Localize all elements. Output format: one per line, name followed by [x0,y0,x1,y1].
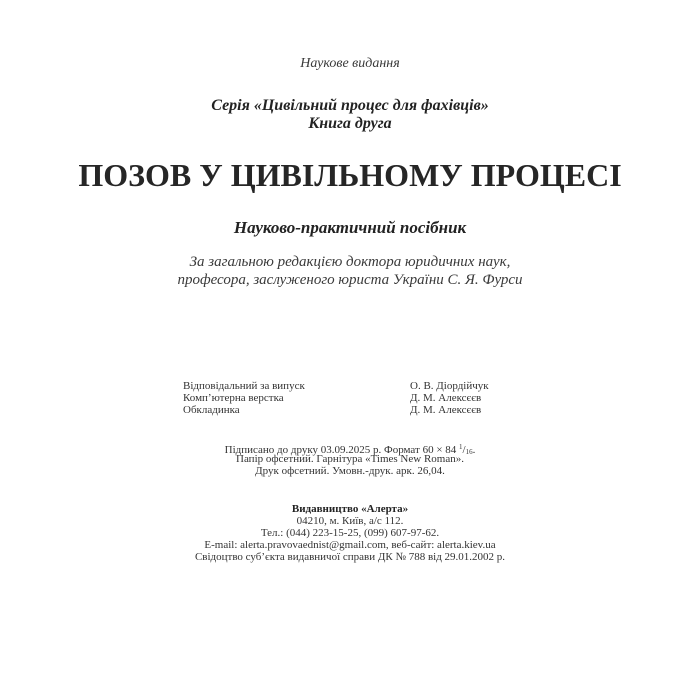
publisher-certificate: Свідоцтво суб’єкта видавничої справи ДК № 788 від 29.01.2002 р. [194,551,506,563]
book-number: Книга друга [308,115,392,132]
publisher-contacts: E-mail: alerta.pravovaednist@gmail.com, веб-сайт: alerta.kiev.ua [204,539,496,551]
print-date-format: Підписано до друку 03.09.2025 р. Формат 60 × 84 [224,444,460,456]
publisher-info [0,503,700,563]
series-title: Серія «Цивільний процес для фахівців» [211,97,489,114]
book-subtitle: Науково-практичний посібник [233,218,467,237]
credit-person: Д. М. Алексєєв [410,404,482,416]
editor-line-1: За загальною редакцією доктора юридичних наук, [189,254,511,270]
format-slash: / [462,444,466,456]
credit-role: Відповідальний за випуск [183,380,305,392]
credit-row [183,380,523,392]
format-suffix: . [472,444,476,456]
credit-person: О. В. Діордійчук [410,380,489,392]
credits-block [183,380,523,416]
publisher-address: 04210, м. Київ, а/с 112. [296,515,404,527]
editor-line-2: професора, заслуженого юриста України С. Я. Фурси [177,272,523,288]
print-info-line-2: Папір офсетний. Гарнітура «Times New Roman». [236,453,464,465]
print-info [0,441,700,477]
format-denominator: 16 [465,448,473,456]
credit-row [183,404,523,416]
publisher-name: Видавництво «Алерта» [291,503,409,515]
credit-role: Обкладинка [183,404,240,416]
credit-row [183,392,523,404]
publisher-phone: Тел.: (044) 223-15-25, (099) 607-97-62. [260,527,440,539]
credit-role: Комп’ютерна верстка [183,392,284,404]
print-info-line-1 [0,441,700,456]
edition-type: Наукове видання [300,56,400,71]
format-numerator: 1 [459,443,463,451]
print-info-line-3: Друк офсетний. Умовн.-друк. арк. 26,04. [255,465,445,477]
credit-person: Д. М. Алексєєв [410,392,482,404]
book-title: ПОЗОВ У ЦИВІЛЬНОМУ ПРОЦЕСІ [78,157,622,193]
